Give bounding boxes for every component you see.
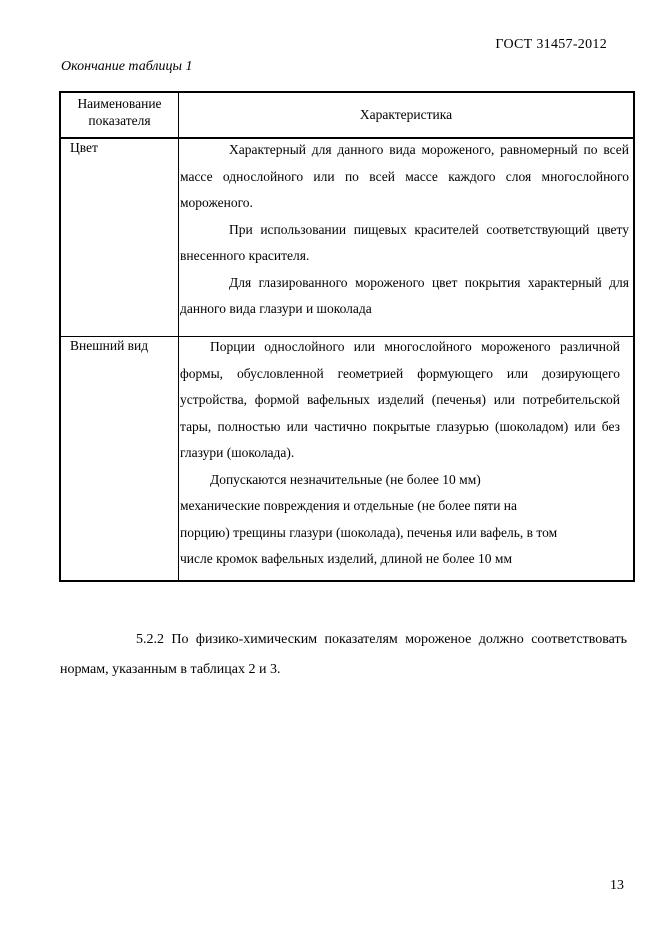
document-standard-number: ГОСТ 31457-2012 <box>495 37 607 52</box>
table-row-name-color: Цвет <box>70 140 98 155</box>
table-caption: Окончание таблицы 1 <box>61 59 193 74</box>
table-cell-line: порцию) трещины глазури (шоколада), печенья или вафель, в том <box>180 524 558 540</box>
table-cell-paragraph: Порции однослойного или многослойного мороженого различной формы, обусловленной геометрией формующего или дозирующего устройства, формой вафельных изделий (печенья) или потребительской тары, полностью или частично покрытые глазурью (шоколадом) или без глазури (шоколада). <box>180 339 620 460</box>
table-cell-paragraph: При использовании пищевых красителей соответствующий цвету внесенного красителя. <box>180 221 629 263</box>
body-paragraph: 5.2.2 По физико-химическим показателям мороженое должно соответствовать нормам, указанным в таблицах 2 и 3. <box>60 632 627 677</box>
characteristics-table <box>59 91 635 582</box>
table-row-name-appearance: Внешний вид <box>70 338 149 353</box>
table-header-characteristic: Характеристика <box>359 107 453 122</box>
table-header-indicator: Наименование показателя <box>77 96 162 128</box>
table-cell-color <box>180 137 629 323</box>
table-cell-appearance <box>180 334 620 573</box>
table-cell-paragraph: Допускаются незначительные (не более 10 мм) <box>210 471 481 487</box>
table-cell-line: механические повреждения и отдельные (не более пяти на <box>180 498 518 513</box>
table-cell-paragraph: Для глазированного мороженого цвет покрытия характерный для данного вида глазури и шоколада <box>180 274 629 316</box>
table-cell-paragraph: Характерный для данного вида мороженого, равномерный по всей массе однослойного или по всей массе каждого слоя многослойного мороженого. <box>180 142 629 210</box>
table-cell-line: числе кромок вафельных изделий, длиной не более 10 мм <box>180 551 512 566</box>
page-number: 13 <box>610 878 624 893</box>
